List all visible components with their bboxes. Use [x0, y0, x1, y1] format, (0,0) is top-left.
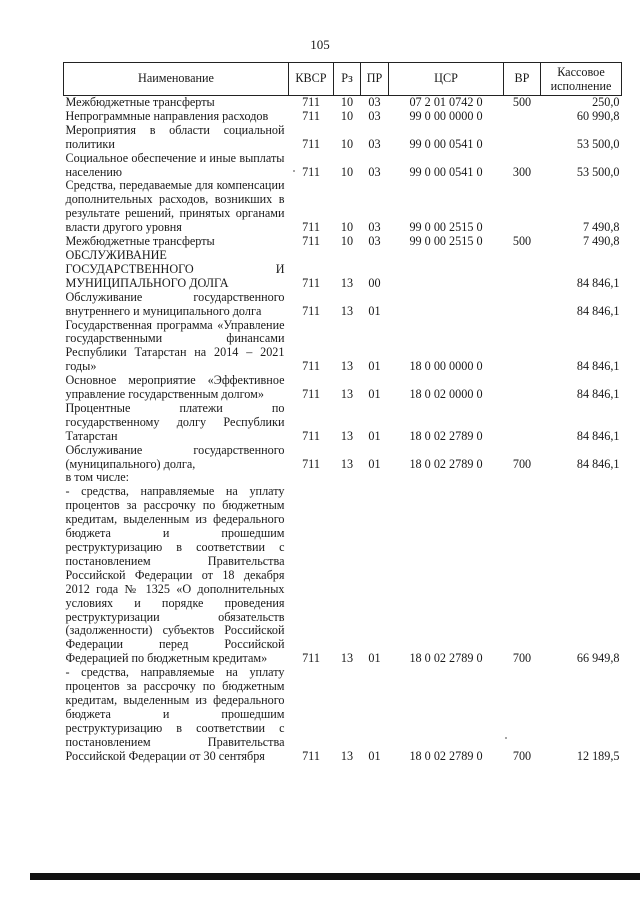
table-row	[64, 249, 622, 291]
row-kvsr: 711	[302, 387, 320, 402]
row-kvsr: 711	[302, 651, 320, 666]
table-row	[64, 96, 622, 110]
row-name: - средства, направляемые на уплату процентов за рассрочку по бюджетным кредитам, выделенным из федерального бюджета и прошедшим реструктуризацию в соответствии с постановлением Правительства Российской Федерации от 18 декабря 2012 года № 1325 «О дополнительных условиях и порядке проведения реструктуризации обязательств (задолженности) субъектов Российской Федерации перед Российской Федерацией по бюджетным кредитам»	[65, 484, 285, 666]
row-kvsr: 711	[302, 234, 320, 249]
row-cash-execution: 53 500,0	[576, 136, 620, 151]
table-row	[64, 471, 622, 485]
row-pr: 03	[368, 95, 381, 109]
table-row	[64, 110, 622, 124]
row-name: Непрограммные направления расходов	[65, 108, 269, 123]
row-rz: 10	[340, 136, 354, 151]
row-pr: 03	[368, 136, 381, 151]
header-rz: Рз	[334, 63, 361, 96]
row-kvsr: 711	[302, 428, 320, 443]
row-cash-execution: 84 846,1	[576, 359, 620, 374]
header-csr: ЦСР	[389, 63, 504, 96]
row-rz: 13	[340, 387, 354, 402]
row-rz: 13	[340, 651, 354, 666]
row-rz: 13	[340, 359, 354, 374]
row-csr: 99 0 00 0541 0	[409, 164, 483, 179]
row-kvsr: 711	[302, 359, 320, 374]
row-kvsr: 711	[302, 220, 320, 235]
row-name: Обслуживание государственного внутреннего и муниципального долга	[65, 289, 285, 318]
row-vr	[504, 179, 541, 235]
row-csr	[389, 471, 504, 485]
row-rz: 13	[340, 428, 354, 443]
row-rz: 10	[340, 108, 354, 123]
row-kvsr: 711	[302, 303, 320, 318]
row-pr: 01	[368, 428, 381, 443]
row-name: Средства, передаваемые для компенсации дополнительных расходов, возникших в результате решений, принятых органами власти другого уровня	[65, 178, 285, 235]
table-row	[64, 402, 622, 444]
row-rz: 13	[340, 456, 354, 471]
row-vr	[504, 249, 541, 291]
row-csr: 07 2 01 0742 0	[409, 95, 483, 109]
row-name: Государственная программа «Управление государственными финансами Республики Татарстан на 2014 – 2021 годы»	[65, 317, 285, 374]
row-vr: 500	[512, 95, 532, 109]
row-pr: 01	[368, 303, 381, 318]
row-vr: 300	[512, 164, 532, 179]
scan-speck	[293, 170, 295, 172]
row-cash-execution: 84 846,1	[576, 275, 620, 290]
row-name: в том числе:	[65, 470, 130, 485]
row-vr	[504, 402, 541, 444]
row-vr: 700	[512, 651, 532, 666]
row-csr: 99 0 00 2515 0	[409, 220, 483, 235]
row-kvsr: 711	[302, 136, 320, 151]
row-rz: 10	[340, 234, 354, 249]
row-vr	[504, 374, 541, 402]
row-cash-execution: 84 846,1	[576, 387, 620, 402]
row-kvsr: 711	[302, 748, 320, 763]
row-vr	[504, 471, 541, 485]
row-name: Основное мероприятие «Эффективное управление государственным долгом»	[65, 373, 285, 402]
row-rz	[334, 471, 361, 485]
table-header-row	[64, 63, 622, 96]
table-row	[64, 235, 622, 249]
row-vr	[504, 319, 541, 375]
row-rz: 13	[340, 748, 354, 763]
row-rz: 10	[340, 164, 354, 179]
row-cash-execution	[541, 471, 622, 485]
row-csr: 99 0 00 2515 0	[409, 234, 483, 249]
row-cash-execution: 60 990,8	[576, 108, 620, 123]
row-csr: 18 0 00 0000 0	[409, 359, 483, 374]
table-row	[64, 485, 622, 666]
row-vr: 700	[512, 748, 532, 763]
header-pr: ПР	[361, 63, 389, 96]
row-csr: 99 0 00 0541 0	[409, 136, 483, 151]
table-row	[64, 179, 622, 235]
row-vr	[504, 124, 541, 152]
row-cash-execution: 84 846,1	[576, 428, 620, 443]
table-row	[64, 666, 622, 763]
row-name: Обслуживание государственного (муниципального) долга,	[65, 442, 285, 471]
row-kvsr	[289, 471, 334, 485]
table-row	[64, 444, 622, 472]
row-name: Межбюджетные трансферты	[65, 234, 215, 249]
row-csr: 99 0 00 0000 0	[409, 108, 483, 123]
row-pr: 03	[368, 108, 381, 123]
row-pr	[361, 471, 389, 485]
row-name: Процентные платежи по государственному долгу Республики Татарстан	[65, 400, 285, 443]
row-cash-execution: 12 189,5	[576, 748, 620, 763]
row-cash-execution: 66 949,8	[576, 651, 620, 666]
row-pr: 01	[368, 651, 381, 666]
row-pr: 00	[368, 275, 381, 290]
row-name: Социальное обеспечение и иные выплаты населению	[65, 150, 285, 179]
row-vr	[504, 291, 541, 319]
row-kvsr: 711	[302, 275, 320, 290]
row-kvsr: 711	[302, 456, 320, 471]
row-kvsr: 711	[302, 164, 320, 179]
row-cash-execution: 84 846,1	[576, 456, 620, 471]
row-name: - средства, направляемые на уплату процентов за рассрочку по бюджетным кредитам, выделенным из федерального бюджета и прошедшим реструктуризацию в соответствии с постановлением Правительства Российской Федерации от 30 сентября	[65, 665, 285, 763]
row-pr: 03	[368, 220, 381, 235]
row-cash-execution: 250,0	[592, 95, 620, 109]
row-csr	[389, 291, 504, 319]
header-cash-execution: Кассовое исполнение	[541, 63, 622, 96]
row-pr: 01	[368, 387, 381, 402]
scan-speck	[505, 737, 507, 739]
row-pr: 03	[368, 164, 381, 179]
scan-border-bar	[30, 873, 640, 880]
row-name: Мероприятия в области социальной политики	[65, 122, 285, 151]
table-row	[64, 124, 622, 152]
row-pr: 01	[368, 456, 381, 471]
row-cash-execution: 7 490,8	[582, 220, 620, 235]
row-rz: 13	[340, 303, 354, 318]
table-row	[64, 291, 622, 319]
row-vr: 500	[512, 234, 532, 249]
header-name: Наименование	[64, 63, 289, 96]
budget-table	[63, 62, 622, 764]
row-rz: 10	[340, 220, 354, 235]
row-pr: 01	[368, 359, 381, 374]
row-kvsr: 711	[302, 95, 320, 109]
page-number: 105	[310, 37, 330, 52]
row-csr: 18 0 02 2789 0	[409, 456, 483, 471]
row-cash-execution: 53 500,0	[576, 164, 620, 179]
header-vr: ВР	[504, 63, 541, 96]
row-rz: 13	[340, 275, 354, 290]
table-row	[64, 319, 622, 375]
row-vr: 700	[512, 456, 532, 471]
row-csr: 18 0 02 0000 0	[409, 387, 483, 402]
row-rz: 10	[340, 95, 354, 109]
row-kvsr: 711	[302, 108, 320, 123]
row-name: ОБСЛУЖИВАНИЕ ГОСУДАРСТВЕННОГО И МУНИЦИПАЛЬНОГО ДОЛГА	[65, 247, 285, 290]
row-cash-execution: 7 490,8	[582, 234, 620, 249]
table-row	[64, 374, 622, 402]
row-csr: 18 0 02 2789 0	[409, 748, 483, 763]
row-cash-execution: 84 846,1	[576, 303, 620, 318]
row-pr: 01	[368, 748, 381, 763]
row-csr	[389, 249, 504, 291]
header-kvsr: КВСР	[289, 63, 334, 96]
row-pr: 03	[368, 234, 381, 249]
row-vr	[504, 110, 541, 124]
row-csr: 18 0 02 2789 0	[409, 428, 483, 443]
row-name: Межбюджетные трансферты	[65, 95, 215, 109]
row-csr: 18 0 02 2789 0	[409, 651, 483, 666]
table-row	[64, 152, 622, 180]
